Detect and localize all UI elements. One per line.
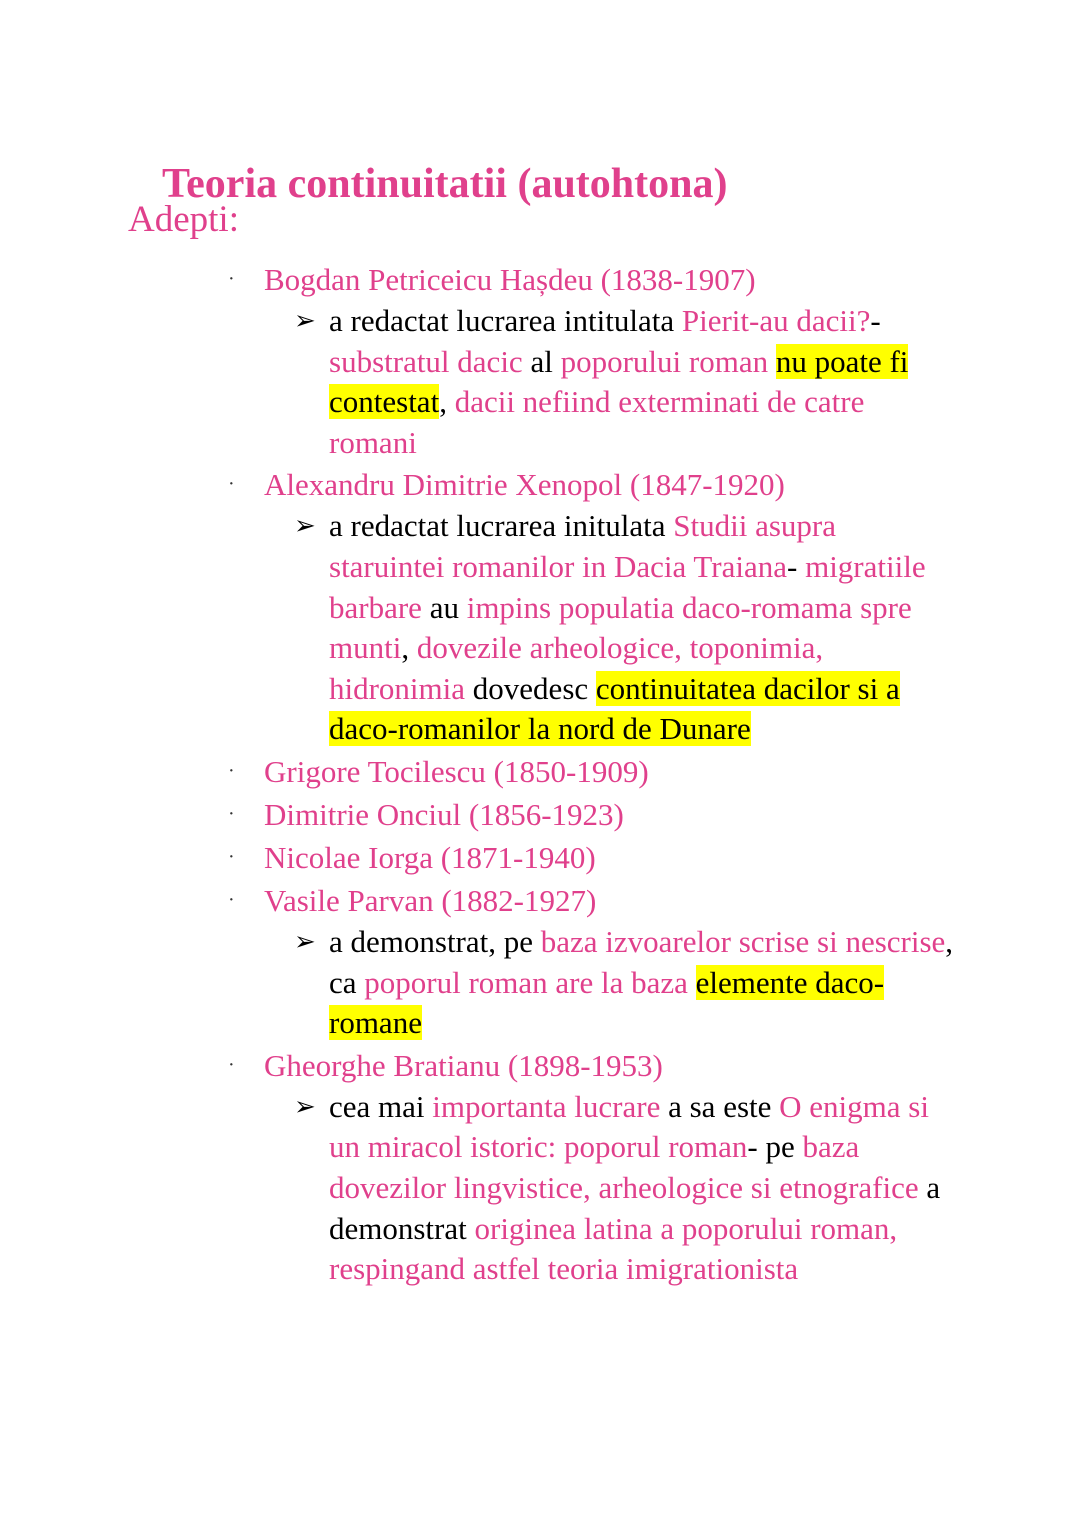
body-text: -	[870, 303, 881, 338]
emphasis-text: dovezile arheologice, toponimia, hidronimia	[329, 630, 824, 706]
emphasis-text: dacii nefiind exterminati de catre romani	[329, 384, 865, 460]
body-text: ,	[401, 630, 417, 666]
bullet-dot-icon: ·	[228, 759, 235, 782]
highlighted-text: elemente daco-romane	[329, 964, 885, 1041]
emphasis-text: migratiile barbare	[329, 548, 926, 625]
bullet-dot-icon: ·	[228, 268, 235, 290]
adept-item	[226, 879, 986, 1044]
body-text	[768, 344, 776, 379]
body-text: , ca	[329, 923, 954, 1000]
body-text: al	[522, 343, 561, 379]
emphasis-text: Pierit-au dacii?	[681, 303, 871, 338]
adept-item	[226, 793, 986, 836]
body-text: ,	[439, 384, 455, 420]
emphasis-text: Studii asupra staruintei romanilor in Dacia Traiana	[329, 508, 836, 584]
adept-name: Grigore Tocilescu (1850-1909)	[264, 753, 649, 789]
arrow-bullet-icon: ➢	[294, 926, 316, 956]
bullet-dot-icon: ·	[228, 473, 235, 496]
adept-item	[226, 1044, 986, 1290]
bullet-dot-icon: ·	[228, 845, 235, 868]
emphasis-text: poporul roman are la baza	[364, 964, 688, 1000]
emphasis-text: substratul dacic	[329, 343, 523, 379]
body-text: a sa este	[660, 1088, 780, 1124]
bullet-dot-icon: ·	[228, 888, 235, 911]
adept-name: Vasile Parvan (1882-1927)	[264, 882, 597, 918]
emphasis-text: impins populatia daco-romama spre munti	[329, 589, 912, 666]
emphasis-text: originea latina a poporului roman, respingand astfel teoria imigrationista	[329, 1210, 898, 1287]
adept-item	[226, 750, 986, 793]
adept-detail	[264, 922, 954, 1044]
emphasis-text: baza dovezilor lingvistice, arheologice si etnografice	[329, 1129, 919, 1205]
adept-name: Bogdan Petriceicu Hașdeu (1838-1907)	[264, 262, 756, 297]
emphasis-text: O enigma si un miracol istoric: poporul roman	[329, 1088, 929, 1165]
body-text: a demonstrat, pe	[329, 923, 541, 959]
adept-name: Alexandru Dimitrie Xenopol (1847-1920)	[264, 467, 785, 503]
adept-name: Nicolae Iorga (1871-1940)	[264, 839, 596, 875]
body-text: -	[787, 548, 806, 584]
arrow-bullet-icon: ➢	[294, 306, 316, 335]
adept-item	[226, 258, 986, 463]
body-text: a redactat lucrarea initulata	[329, 508, 674, 544]
page-title: Teoria continuitatii (autohtona)	[162, 161, 728, 208]
emphasis-text: poporului roman	[560, 343, 769, 379]
arrow-bullet-icon: ➢	[294, 1091, 316, 1121]
body-text: dovedesc	[465, 670, 596, 706]
body-text: cea mai	[329, 1088, 433, 1124]
adept-name: Dimitrie Onciul (1856-1923)	[264, 796, 624, 832]
adepti-list	[226, 258, 986, 1290]
highlighted-text: continuitatea dacilor si a daco-romanilor la nord de Dunare	[329, 670, 900, 747]
body-text: - pe	[747, 1129, 803, 1165]
emphasis-text: importanta lucrare	[432, 1088, 661, 1124]
bullet-dot-icon: ·	[228, 1053, 235, 1076]
adept-item	[226, 463, 986, 750]
arrow-bullet-icon: ➢	[294, 511, 316, 541]
adept-item	[226, 836, 986, 879]
body-text: au	[421, 589, 467, 625]
section-label-adepti: Adepti:	[128, 199, 239, 240]
adept-name: Gheorghe Bratianu (1898-1953)	[264, 1047, 663, 1083]
adept-detail	[264, 1087, 954, 1290]
body-text	[688, 965, 696, 1000]
adept-detail	[264, 506, 954, 750]
bullet-dot-icon: ·	[228, 802, 235, 825]
body-text: a redactat lucrarea intitulata	[329, 303, 682, 338]
body-text: a demonstrat	[329, 1169, 941, 1246]
adept-detail	[264, 301, 954, 463]
emphasis-text: baza izvoarelor scrise si nescrise	[540, 923, 946, 959]
highlighted-text: nu poate fi contestat	[329, 343, 909, 420]
